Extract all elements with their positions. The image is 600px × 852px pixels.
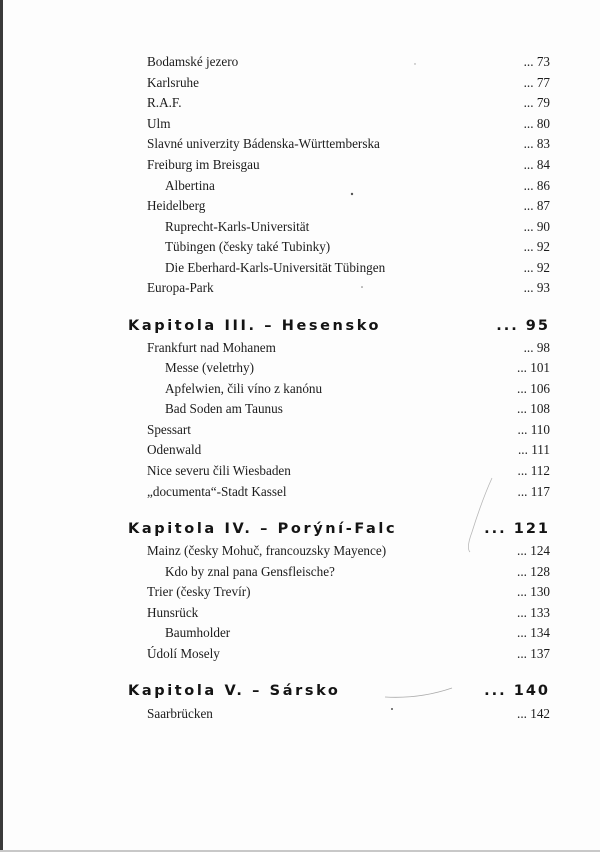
- toc-entry: [147, 604, 550, 622]
- toc-entry-title: Messe (veletrhy): [165, 360, 254, 375]
- toc-entry-title: Europa-Park: [147, 280, 214, 295]
- toc-entry: [147, 421, 550, 439]
- toc-entry: [147, 74, 550, 92]
- toc-subentry: [165, 259, 550, 277]
- toc-entry-title: Hunsrück: [147, 605, 199, 620]
- toc-entry-page: ... 137: [517, 646, 550, 661]
- toc-entry-title: Trier (česky Trevír): [147, 584, 251, 599]
- toc-entry-page: ... 130: [517, 584, 550, 599]
- toc-entry-page: ... 134: [517, 625, 550, 640]
- toc-entry: [147, 279, 550, 297]
- toc-subentry: [165, 563, 550, 581]
- toc-entry-title: Tübingen (česky také Tubinky): [165, 239, 331, 254]
- toc-entry: [147, 441, 550, 459]
- toc-entry-title: Bodamské jezero: [147, 54, 239, 69]
- toc-subentry: [165, 400, 550, 418]
- toc-entry-title: Údolí Mosely: [147, 646, 220, 661]
- toc-subentry: [165, 359, 550, 377]
- toc-entry-page: ... 108: [517, 401, 550, 416]
- toc-entry-title: Bad Soden am Taunus: [165, 401, 283, 416]
- toc-entry-page: ... 73: [523, 54, 550, 69]
- chapter-title: Kapitola V. – Sársko: [128, 683, 341, 699]
- toc-entry-page: ... 83: [523, 136, 550, 151]
- toc-entry-page: ... 86: [523, 178, 550, 193]
- toc-entry: [147, 115, 550, 133]
- toc-entry-title: Mainz (česky Mohuč, francouzsky Mayence): [147, 543, 387, 558]
- toc-entry-page: ... 111: [518, 442, 550, 457]
- chapter-page: ... 140: [484, 683, 550, 699]
- toc-entry-title: Slavné univerzity Bádenska-Württemberska: [147, 136, 380, 151]
- toc-entry-page: ... 101: [517, 360, 550, 375]
- toc-entry-page: ... 77: [523, 75, 550, 90]
- toc-entry-title: Heidelberg: [147, 198, 206, 213]
- toc-entry: [147, 583, 550, 601]
- toc-entry-page: ... 142: [517, 706, 550, 721]
- toc-entry-page: ... 112: [517, 463, 550, 478]
- toc-entry: [147, 462, 550, 480]
- toc-entry-page: ... 128: [517, 564, 550, 579]
- toc-entry-title: „documenta“-Stadt Kassel: [147, 484, 287, 499]
- toc-entry-title: Odenwald: [147, 442, 202, 457]
- toc-entry-title: Albertina: [165, 178, 215, 193]
- toc-entry-title: Die Eberhard-Karls-Universität Tübingen: [165, 260, 386, 275]
- toc-entry: [147, 94, 550, 112]
- toc-entry-page: ... 87: [523, 198, 550, 213]
- toc-entry: [147, 705, 550, 723]
- toc-entry-title: R.A.F.: [147, 95, 182, 110]
- toc-entry-page: ... 79: [523, 95, 550, 110]
- chapter-page: ... 95: [496, 318, 550, 334]
- toc-entry-title: Freiburg im Breisgau: [147, 157, 260, 172]
- toc-subentry: [165, 380, 550, 398]
- toc-entry: [147, 53, 550, 71]
- chapter-title: Kapitola IV. – Porýní-Falc: [128, 521, 398, 537]
- toc-entry-page: ... 92: [523, 260, 550, 275]
- toc-entry-page: ... 98: [523, 340, 550, 355]
- toc-entry-page: ... 90: [523, 219, 550, 234]
- toc-entry-page: ... 84: [523, 157, 550, 172]
- toc-entry-page: ... 80: [523, 116, 550, 131]
- toc-entry-page: ... 117: [517, 484, 550, 499]
- toc-entry: [147, 339, 550, 357]
- toc-entry-page: ... 106: [517, 381, 550, 396]
- chapter-page: ... 121: [484, 521, 550, 537]
- toc-entry-title: Apfelwien, čili víno z kanónu: [165, 381, 323, 396]
- toc-entry-title: Baumholder: [165, 625, 231, 640]
- toc-entry-title: Karlsruhe: [147, 75, 199, 90]
- toc-entry-title: Spessart: [147, 422, 191, 437]
- toc-subentry: [165, 177, 550, 195]
- toc-entry-title: Frankfurt nad Mohanem: [147, 340, 276, 355]
- toc-subentry: [165, 218, 550, 236]
- toc-entry-title: Saarbrücken: [147, 706, 213, 721]
- chapter-title: Kapitola III. – Hesensko: [128, 318, 382, 334]
- toc-entry: [147, 483, 550, 501]
- toc-entry-page: ... 110: [517, 422, 550, 437]
- toc-entry: [147, 645, 550, 663]
- toc-entry-title: Ruprecht-Karls-Universität: [165, 219, 310, 234]
- toc-subentry: [165, 624, 550, 642]
- toc-entry-title: Ulm: [147, 116, 171, 131]
- toc-entry-page: ... 93: [523, 280, 550, 295]
- chapter-heading-5: [128, 680, 550, 702]
- toc-entry: [147, 135, 550, 153]
- toc-subentry: [165, 238, 550, 256]
- toc-entry-page: ... 124: [517, 543, 550, 558]
- toc-entry-title: Nice severu čili Wiesbaden: [147, 463, 291, 478]
- toc-entry-page: ... 133: [517, 605, 550, 620]
- chapter-heading-4: [128, 518, 550, 540]
- toc-entry-title: Kdo by znal pana Gensfleische?: [165, 564, 335, 579]
- chapter-heading-3: [128, 315, 550, 337]
- toc-entry: [147, 197, 550, 215]
- toc-entry: [147, 156, 550, 174]
- toc-entry-page: ... 92: [523, 239, 550, 254]
- toc-entry: [147, 542, 550, 560]
